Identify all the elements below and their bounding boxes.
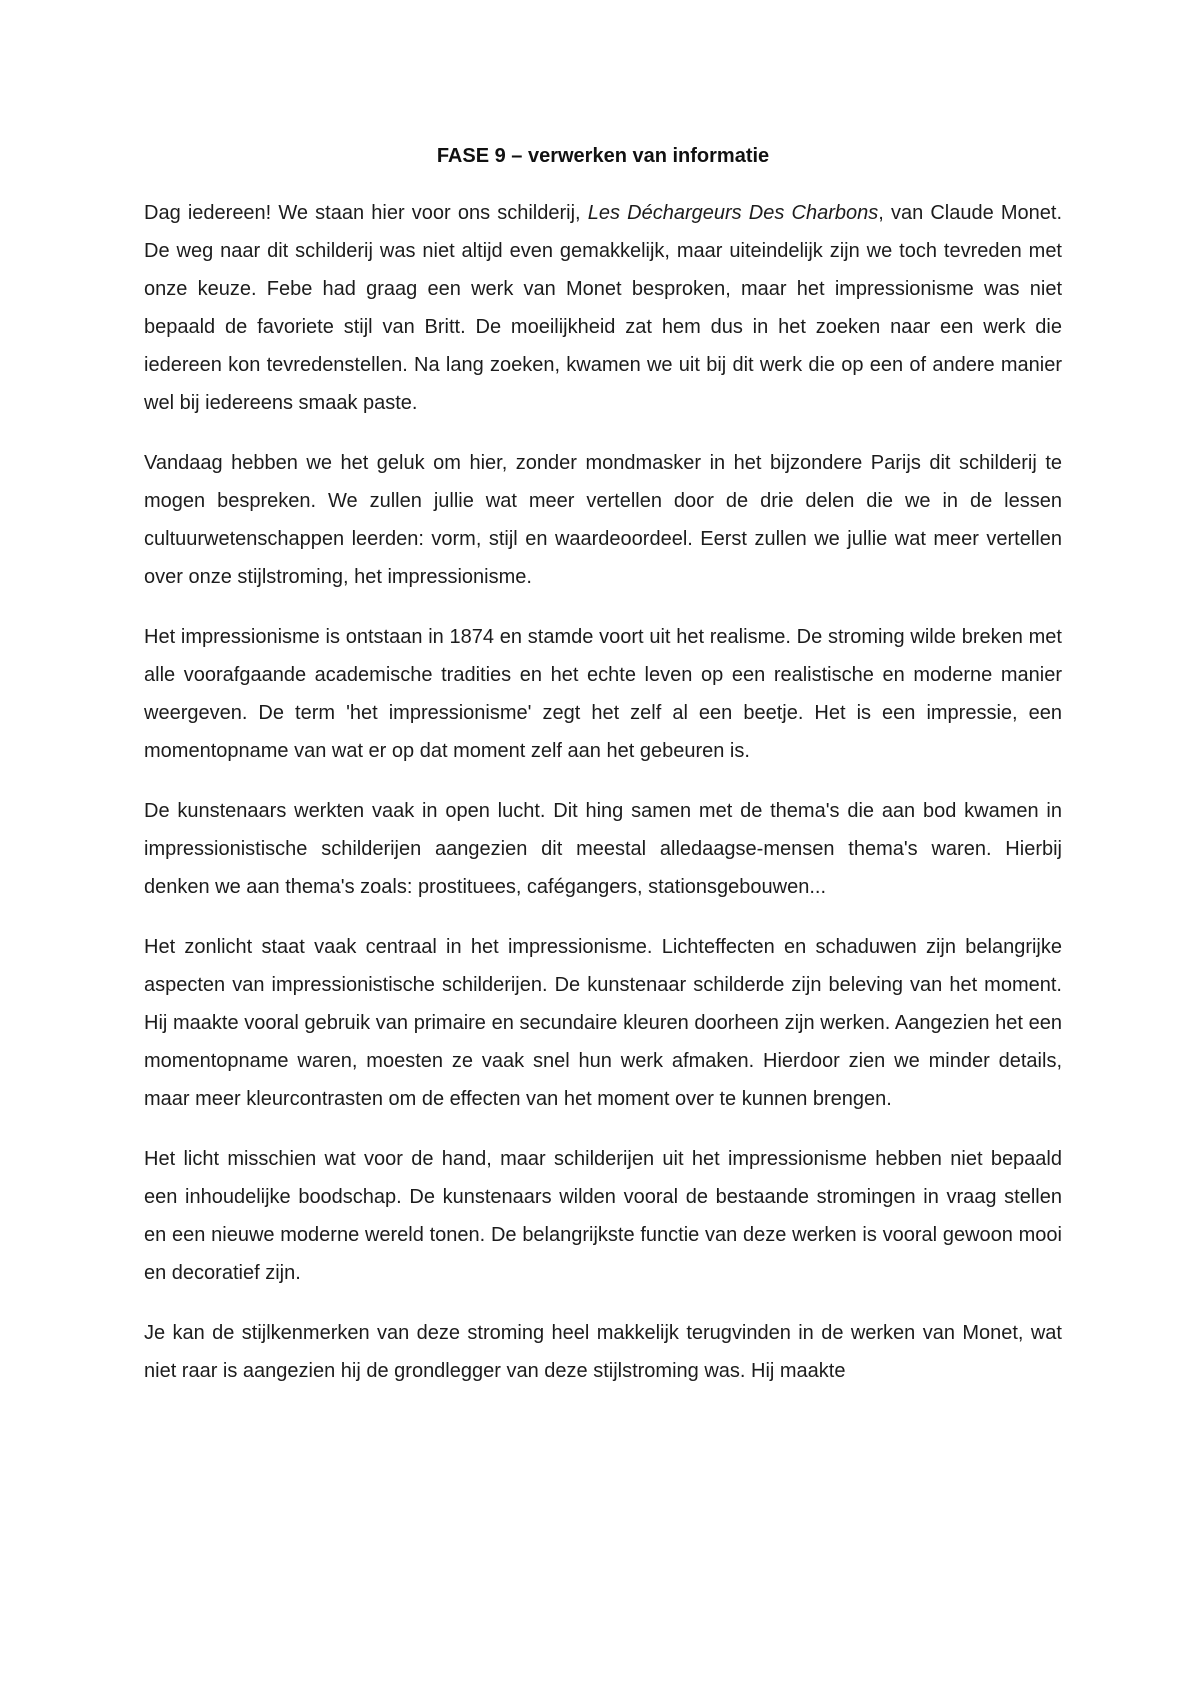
paragraph-intro — [144, 194, 1062, 422]
paragraph: Het licht misschien wat voor de hand, maar schilderijen uit het impressionisme hebben niet bepaald een inhoudelijke boodschap. De kunstenaars wilden vooral de bestaande stromingen in vraag stellen en een nieuwe moderne wereld tonen. De belangrijkste functie van deze werken is vooral gewoon mooi en decoratief zijn. — [144, 1148, 1062, 1284]
painting-title: Les Déchargeurs Des Charbons — [587, 202, 879, 224]
paragraph: Het impressionisme is ontstaan in 1874 en stamde voort uit het realisme. De stroming wilde breken met alle voorafgaande academische tradities en het echte leven op een realistische en moderne manier weergeven. De term 'het impressionisme' zegt het zelf al een beetje. Het is een impressie, een momentopname van wat er op dat moment zelf aan het gebeuren is. — [144, 626, 1062, 762]
document-title: FASE 9 – verwerken van informatie — [436, 145, 770, 167]
paragraph: Het zonlicht staat vaak centraal in het impressionisme. Lichteffecten en schaduwen zijn belangrijke aspecten van impressionistische schilderijen. De kunstenaar schilderde zijn beleving van het moment. Hij maakte vooral gebruik van primaire en secundaire kleuren doorheen zijn werken. Aangezien het een momentopname waren, moesten ze vaak snel hun werk afmaken. Hierdoor zien we minder details, maar meer kleurcontrasten om de effecten van het moment over te kunnen brengen. — [144, 936, 1062, 1110]
paragraph: De kunstenaars werkten vaak in open lucht. Dit hing samen met de thema's die aan bod kwamen in impressionistische schilderijen aangezien dit meestal alledaagse-mensen thema's waren. Hierbij denken we aan thema's zoals: prostituees, cafégangers, stationsgebouwen... — [144, 800, 1062, 898]
paragraph: Vandaag hebben we het geluk om hier, zonder mondmasker in het bijzondere Parijs dit schilderij te mogen bespreken. We zullen jullie wat meer vertellen door de drie delen die we in de lessen cultuurwetenschappen leerden: vorm, stijl en waardeoordeel. Eerst zullen we jullie wat meer vertellen over onze stijlstroming, het impressionisme. — [144, 452, 1062, 588]
document-page — [144, 144, 1062, 1390]
intro-text-start: Dag iedereen! We staan hier voor ons schilderij, — [144, 202, 588, 224]
paragraph: Je kan de stijlkenmerken van deze stroming heel makkelijk terugvinden in de werken van Monet, wat niet raar is aangezien hij de grondlegger van deze stijlstroming was. Hij maakte — [144, 1322, 1062, 1382]
intro-text-end: , van Claude Monet. De weg naar dit schilderij was niet altijd even gemakkelijk, maar uiteindelijk zijn we toch tevreden met onze keuze. Febe had graag een werk van Monet besproken, maar het impressionisme was niet bepaald de favoriete stijl van Britt. De moeilijkheid zat hem dus in het zoeken naar een werk die iedereen kon tevredenstellen. Na lang zoeken, kwamen we uit bij dit werk die op een of andere manier wel bij iedereens smaak paste. — [144, 202, 1063, 414]
